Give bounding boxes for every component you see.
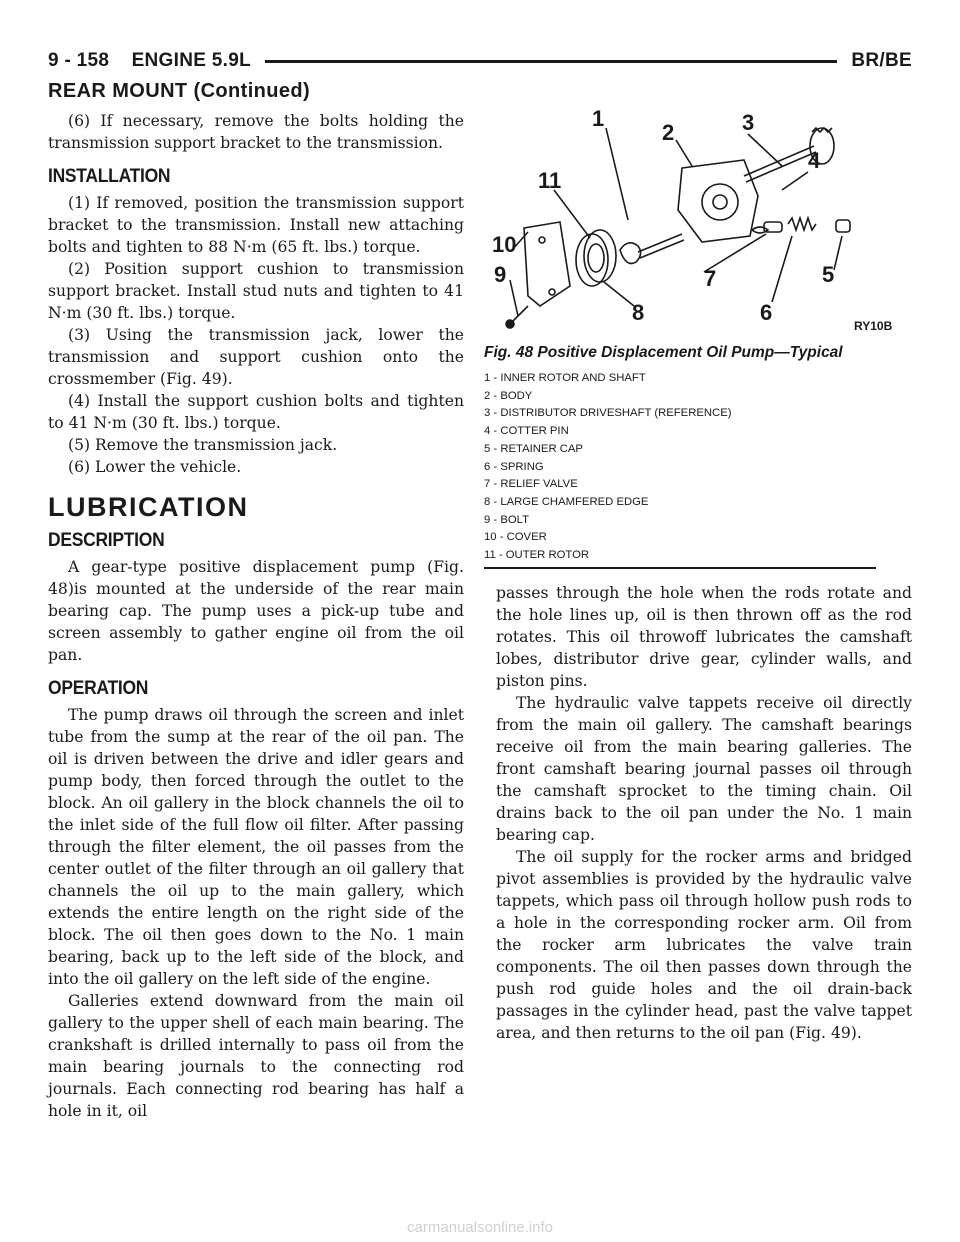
legend-item: 7 - RELIEF VALVE bbox=[484, 478, 578, 491]
callout-4: 4 bbox=[808, 148, 821, 173]
watermark: carmanualsonline.info bbox=[407, 1219, 553, 1236]
callout-8: 8 bbox=[632, 300, 645, 325]
oil-pump-figure bbox=[482, 110, 912, 336]
installation-step: (3) Using the transmission jack, lower the transmission and support cushion onto the crossmember (Fig. 49). bbox=[48, 326, 464, 388]
legend-item: 9 - BOLT bbox=[484, 513, 529, 526]
legend-item: 3 - DISTRIBUTOR DRIVESHAFT (REFERENCE) bbox=[484, 407, 732, 420]
header-rule bbox=[265, 60, 837, 63]
figure-caption: Fig. 48 Positive Displacement Oil Pump—Typical bbox=[484, 344, 843, 361]
figure-legend bbox=[484, 370, 876, 569]
right-paragraph: The oil supply for the rocker arms and bridged pivot assemblies is provided by the hydraulic valve tappets, which pass oil through hollow push rods to a hole in the corresponding rocker arm. Oil from the rocker arm lubricates the valve train components. The oil then passes down through the push rod guide holes and the oil drain-back passages in the cylinder head, past the valve tappet area, and then returns to the oil pan (Fig. 49). bbox=[496, 848, 912, 1042]
callout-7: 7 bbox=[704, 266, 717, 291]
legend-item: 10 - COVER bbox=[484, 531, 547, 544]
legend-item: 8 - LARGE CHAMFERED EDGE bbox=[484, 495, 649, 508]
right-paragraph: passes through the hole when the rods rotate and the hole lines up, oil is then thrown off as the rod rotates. This oil throwoff lubricates the camshaft lobes, distributor drive gear, cylinder walls, and piston pins. bbox=[496, 584, 912, 690]
cover-shape bbox=[524, 222, 570, 306]
callout-5: 5 bbox=[822, 262, 835, 287]
legend-item: 11 - OUTER ROTOR bbox=[484, 549, 590, 562]
installation-step: (6) Lower the vehicle. bbox=[68, 458, 242, 476]
installation-heading: INSTALLATION bbox=[48, 166, 171, 187]
installation-step: (4) Install the support cushion bolts and tighten to 41 N·m (30 ft. lbs.) torque. bbox=[48, 392, 464, 432]
figure-code: RY10B bbox=[854, 319, 893, 333]
header-left: 9 - 158 ENGINE 5.9L bbox=[48, 50, 252, 71]
section-continued-title: REAR MOUNT (Continued) bbox=[48, 80, 311, 102]
callout-6: 6 bbox=[760, 300, 773, 325]
legend-item: 6 - SPRING bbox=[484, 460, 544, 473]
right-column bbox=[496, 582, 912, 1044]
intro-step: (6) If necessary, remove the bolts holding the transmission support bracket to the transmission. bbox=[48, 112, 464, 152]
legend-item: 2 - BODY bbox=[484, 389, 533, 402]
installation-step: (2) Position support cushion to transmission support bracket. Install stud nuts and tighten to 41 N·m (30 ft. lbs.) torque. bbox=[48, 260, 464, 322]
description-heading: DESCRIPTION bbox=[48, 530, 165, 551]
callout-1: 1 bbox=[592, 110, 605, 131]
description-text: A gear-type positive displacement pump (Fig. 48)is mounted at the underside of the rear main bearing cap. The pump uses a pick-up tube and screen assembly to gather engine oil from the oil pan. bbox=[48, 558, 464, 664]
operation-heading: OPERATION bbox=[48, 678, 149, 699]
callout-10: 10 bbox=[492, 232, 517, 257]
left-column bbox=[48, 110, 464, 1122]
legend-item: 4 - COTTER PIN bbox=[484, 425, 569, 438]
callout-3: 3 bbox=[742, 110, 755, 135]
installation-step: (5) Remove the transmission jack. bbox=[68, 436, 338, 454]
legend-item: 5 - RETAINER CAP bbox=[484, 442, 583, 455]
callout-11: 11 bbox=[538, 168, 562, 193]
callout-2: 2 bbox=[662, 120, 675, 145]
installation-step: (1) If removed, position the transmission support bracket to the transmission. Install new attaching bolts and tighten to 88 N·m (65 ft. lbs.) torque. bbox=[48, 194, 464, 256]
callout-9: 9 bbox=[494, 262, 507, 287]
page-header bbox=[48, 48, 912, 74]
operation-paragraph: The pump draws oil through the screen and inlet tube from the sump at the rear of the oil pan. The oil is driven between the drive and idler gears and pump body, then forced through the outlet to the block. An oil gallery in the block channels the oil to the inlet side of the full flow oil filter. After passing through the filter element, the oil passes from the center outlet of the filter through an oil gallery that channels the oil up to the main gallery, which extends the entire length on the right side of the block. The oil then goes down to the No. 1 main bearing, back up to the left side of the block, and into the oil gallery on the left side of the engine. bbox=[48, 706, 464, 988]
legend-item: 1 - INNER ROTOR AND SHAFT bbox=[484, 372, 646, 384]
header-right: BR/BE bbox=[851, 50, 912, 71]
right-paragraph: The hydraulic valve tappets receive oil directly from the main oil gallery. The camshaft bearings receive oil from the main bearing galleries. The front camshaft bearing journal passes oil through the camshaft sprocket to the timing chain. Oil drains back to the oil pan under the No. 1 main bearing cap. bbox=[496, 694, 912, 844]
operation-paragraph: Galleries extend downward from the main oil gallery to the upper shell of each main bearing. The crankshaft is drilled internally to pass oil from the main bearing journals to the connecting rod journals. Each connecting rod bearing has half a hole in it, oil bbox=[48, 992, 464, 1120]
body-shape bbox=[678, 160, 758, 242]
lubrication-heading: LUBRICATION bbox=[48, 492, 249, 522]
